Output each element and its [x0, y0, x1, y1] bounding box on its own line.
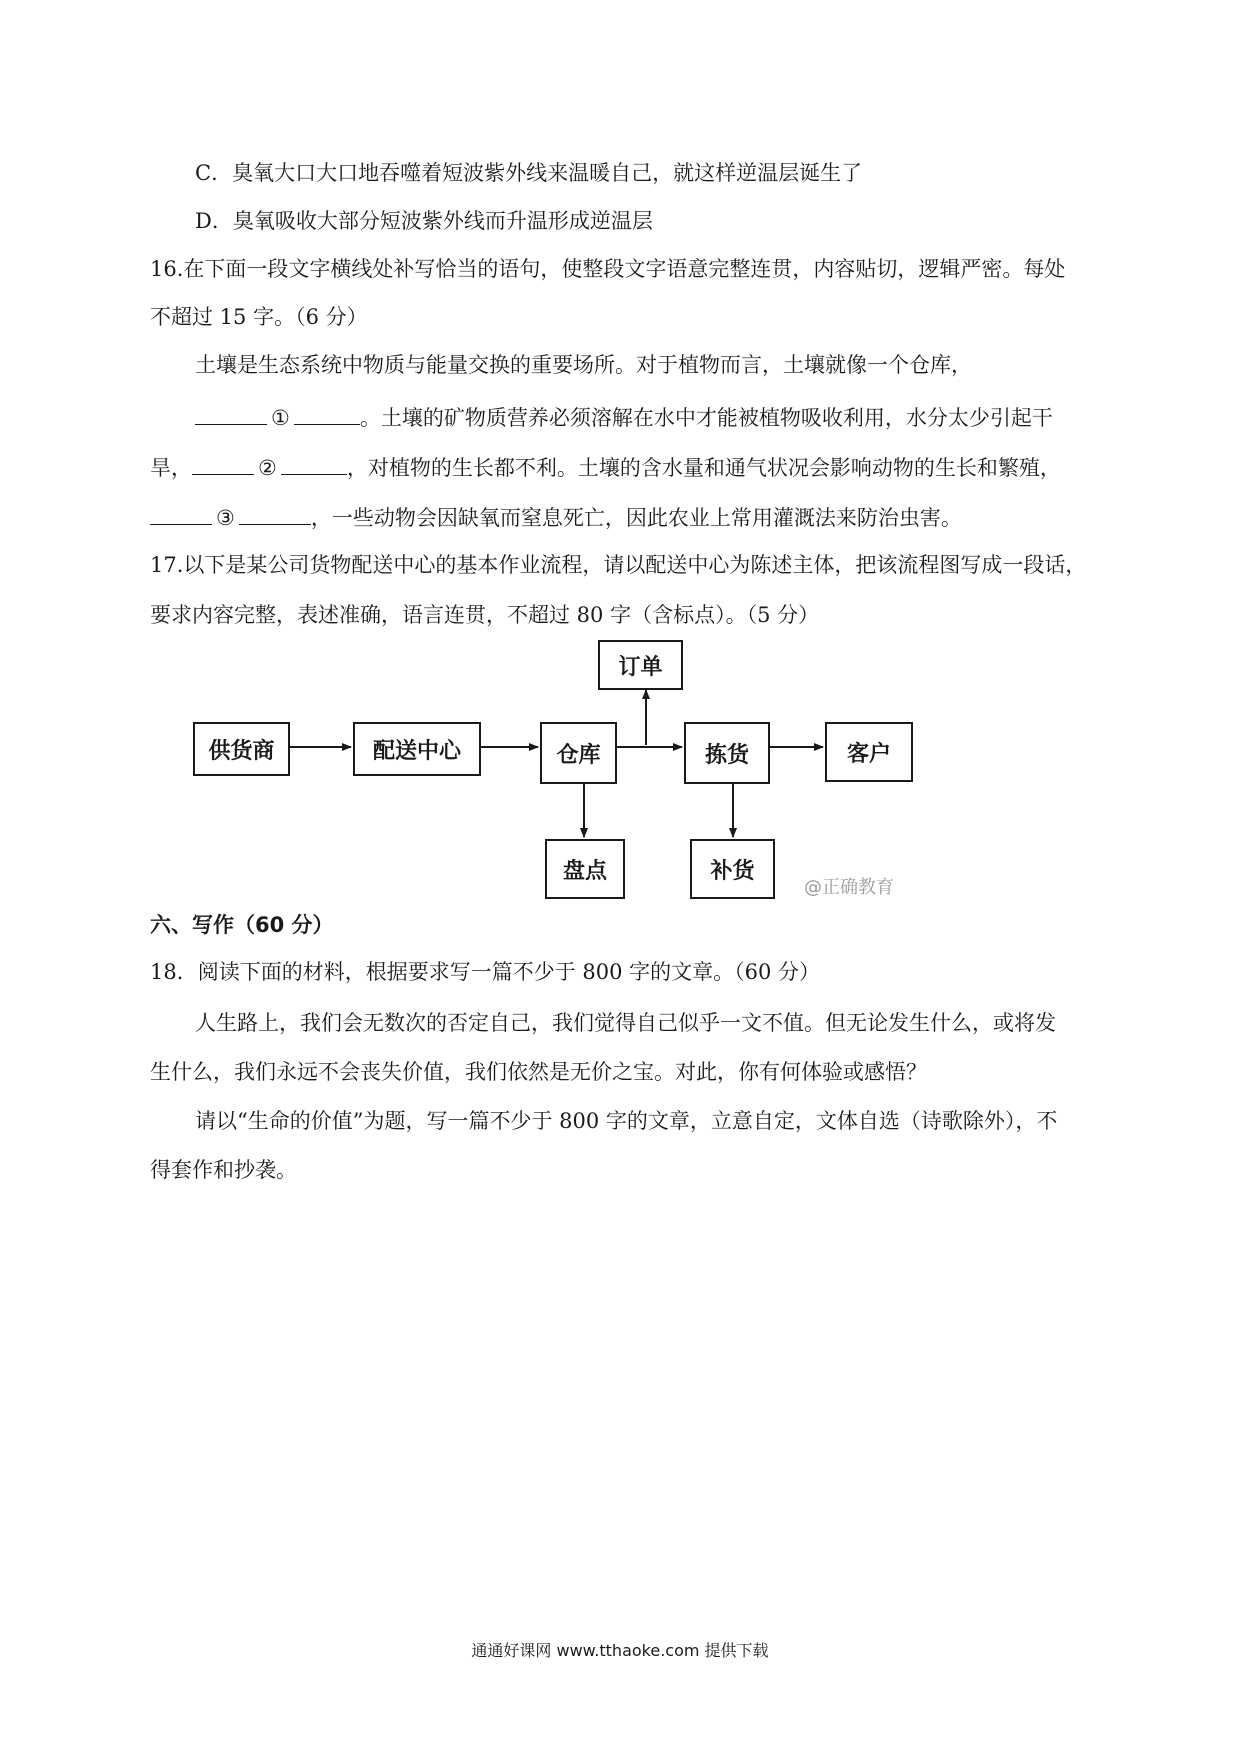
- q18-prompt: 18．阅读下面的材料，根据要求写一篇不少于 800 字的文章。（60 分）: [150, 960, 821, 984]
- q18-material-line1: 人生路上，我们会无数次的否定自己，我们觉得自己似乎一文不值。但无论发生什么，或将发: [195, 1011, 1056, 1035]
- blank-marker-2: ②: [258, 456, 277, 480]
- option-c: C．臭氧大口大口地吞噬着短波紫外线来温暖自己，就这样逆温层诞生了: [195, 161, 863, 185]
- flow-box-customer: 客户: [825, 722, 913, 782]
- blank-marker-3: ③: [216, 506, 235, 530]
- q16-passage-line3-prefix: 旱，: [150, 456, 192, 480]
- blank-line: [281, 452, 347, 475]
- flow-box-supplier: 供货商: [193, 722, 290, 776]
- q18-material-line2: 生什么，我们永远不会丧失价值，我们依然是无价之宝。对此，你有何体验或感悟？: [150, 1060, 927, 1084]
- q16-passage-line4-text: ，一些动物会因缺氧而窒息死亡，因此农业上常用灌溉法来防治虫害。: [310, 506, 962, 530]
- blank-line: [150, 502, 212, 525]
- flow-box-distribution-center: 配送中心: [353, 722, 481, 776]
- flow-box-inventory: 盘点: [545, 839, 625, 899]
- q16-prompt-line2: 不超过 15 字。（6 分）: [150, 305, 368, 329]
- blank-marker-1: ①: [271, 406, 290, 430]
- blank-line: [239, 502, 311, 525]
- flow-box-order: 订单: [598, 640, 683, 690]
- q17-prompt-line2: 要求内容完整，表述准确，语言连贯，不超过 80 字（含标点）。（5 分）: [150, 603, 820, 627]
- flow-box-restock: 补货: [690, 839, 775, 899]
- flow-box-warehouse: 仓库: [540, 722, 617, 784]
- q18-requirement-line2: 得套作和抄袭。: [150, 1158, 297, 1182]
- q16-prompt-line1: 16.在下面一段文字横线处补写恰当的语句，使整段文字语意完整连贯，内容贴切，逻辑严密。每处: [150, 257, 1066, 281]
- blank-line: [195, 402, 267, 425]
- q18-requirement-line1: 请以“生命的价值”为题，写一篇不少于 800 字的文章，立意自定，文体自选（诗歌除外），不: [195, 1109, 1058, 1133]
- blank-line: [294, 402, 360, 425]
- page-footer: 通通好课网 www.tthaoke.com 提供下载: [471, 1641, 769, 1660]
- q16-passage-line1: 土壤是生态系统中物质与能量交换的重要场所。对于植物而言，土壤就像一个仓库，: [195, 353, 972, 377]
- option-d: D．臭氧吸收大部分短波紫外线而升温形成逆温层: [195, 209, 653, 233]
- q16-passage-line3-text: ，对植物的生长都不利。土壤的含水量和通气状况会影响动物的生长和繁殖，: [346, 456, 1061, 480]
- q16-passage-line2: [195, 402, 1145, 433]
- watermark: @正确教育: [804, 877, 894, 898]
- q16-passage-line4: [150, 502, 1100, 533]
- section-heading: 六、写作（60 分）: [150, 913, 334, 937]
- q16-passage-line2-text: 。土壤的矿物质营养必须溶解在水中才能被植物吸收利用，水分太少引起干: [359, 406, 1053, 430]
- blank-line: [192, 452, 254, 475]
- q16-passage-line3: [150, 452, 1100, 483]
- q17-prompt-line1: 17.以下是某公司货物配送中心的基本作业流程，请以配送中心为陈述主体，把该流程图写成一段话，: [150, 553, 1087, 577]
- flow-box-picking: 拣货: [684, 722, 770, 784]
